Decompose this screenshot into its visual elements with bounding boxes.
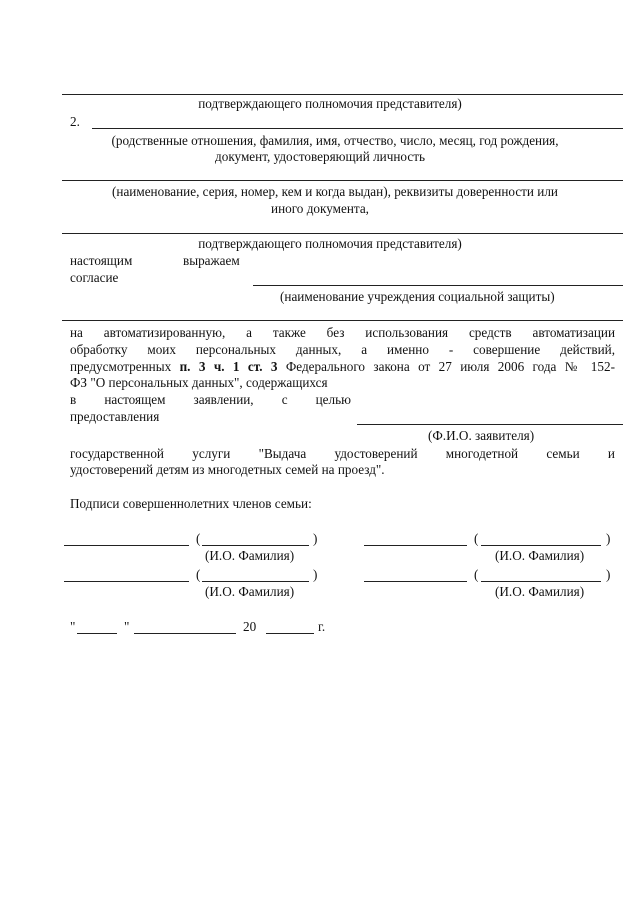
consent-text-line: на автоматизированную, а также без использования средств автоматизации: [70, 325, 615, 340]
field-caption: (наименование, серия, номер, кем и когда выдан), реквизиты доверенности или: [112, 184, 558, 199]
name-line[interactable]: [202, 581, 309, 582]
law-ref-post: Федерального закона от 27 июля 2006 года № 152-: [277, 359, 615, 374]
purpose-word: заявлении,: [193, 392, 254, 407]
paren-open: (: [474, 531, 479, 546]
date-month-field[interactable]: [134, 633, 236, 634]
consent-word: предоставления: [70, 409, 160, 424]
field-caption: (родственные отношения, фамилия, имя, отчество, число, месяц, год рождения,: [111, 133, 559, 148]
name-line[interactable]: [481, 545, 601, 546]
field-caption: иного документа,: [271, 201, 369, 216]
purpose-word: в: [70, 392, 77, 407]
signature-line[interactable]: [364, 581, 467, 582]
paren-close: ): [313, 531, 318, 546]
purpose-line: [70, 392, 351, 407]
law-article-ref: п. 3 ч. 1 ст. 3: [179, 359, 278, 374]
date-quote-close: ": [124, 619, 130, 634]
consent-text-line: государственной услуги "Выдача удостоверений многодетной семьи и: [70, 446, 615, 461]
consent-word: согласие: [70, 270, 119, 285]
name-line[interactable]: [202, 545, 309, 546]
date-day-field[interactable]: [77, 633, 117, 634]
institution-field-line[interactable]: [253, 285, 623, 286]
paren-open: (: [474, 567, 479, 582]
date-year-field[interactable]: [266, 633, 314, 634]
field-caption: подтверждающего полномочия представителя): [198, 236, 462, 251]
signature-caption: (И.О. Фамилия): [205, 548, 295, 563]
paren-close: ): [313, 567, 318, 582]
document-field-line[interactable]: [62, 180, 623, 181]
law-ref-pre: предусмотренных: [70, 359, 180, 374]
signature-line[interactable]: [364, 545, 467, 546]
paren-open: (: [196, 567, 201, 582]
applicant-name-field-line[interactable]: [357, 424, 623, 425]
consent-text-line: удостоверений детям из многодетных семей на проезд".: [70, 462, 385, 477]
purpose-word: настоящем: [104, 392, 166, 407]
purpose-word: с: [281, 392, 288, 407]
authority-field-line[interactable]: [62, 233, 623, 234]
paren-close: ): [606, 567, 611, 582]
item-number: 2.: [70, 114, 80, 129]
date-year-prefix: 20: [243, 619, 257, 634]
date-quote-open: ": [70, 619, 76, 634]
signature-line[interactable]: [64, 581, 189, 582]
field-caption: подтверждающего полномочия представителя): [198, 96, 462, 111]
date-year-suffix: г.: [318, 619, 326, 634]
name-line[interactable]: [481, 581, 601, 582]
consent-text-line: ФЗ "О персональных данных", содержащихся: [70, 375, 328, 390]
paren-close: ): [606, 531, 611, 546]
consent-word: выражаем: [183, 253, 240, 268]
field-caption: (наименование учреждения социальной защиты): [280, 289, 555, 304]
consent-text-line: [70, 358, 615, 375]
paren-open: (: [196, 531, 201, 546]
signatures-heading: Подписи совершеннолетних членов семьи:: [70, 496, 312, 511]
relative-field-line[interactable]: [92, 128, 623, 129]
signature-caption: (И.О. Фамилия): [495, 548, 585, 563]
field-line[interactable]: [62, 94, 623, 95]
signature-line[interactable]: [64, 545, 189, 546]
institution-field-line-2[interactable]: [62, 320, 623, 321]
consent-word: настоящим: [70, 253, 133, 268]
field-caption: документ, удостоверяющий личность: [215, 149, 425, 164]
field-caption: (Ф.И.О. заявителя): [428, 428, 535, 443]
signature-caption: (И.О. Фамилия): [205, 584, 295, 599]
signature-caption: (И.О. Фамилия): [495, 584, 585, 599]
consent-text-line: обработку моих персональных данных, а именно - совершение действий,: [70, 342, 615, 357]
purpose-word: целью: [315, 392, 351, 407]
